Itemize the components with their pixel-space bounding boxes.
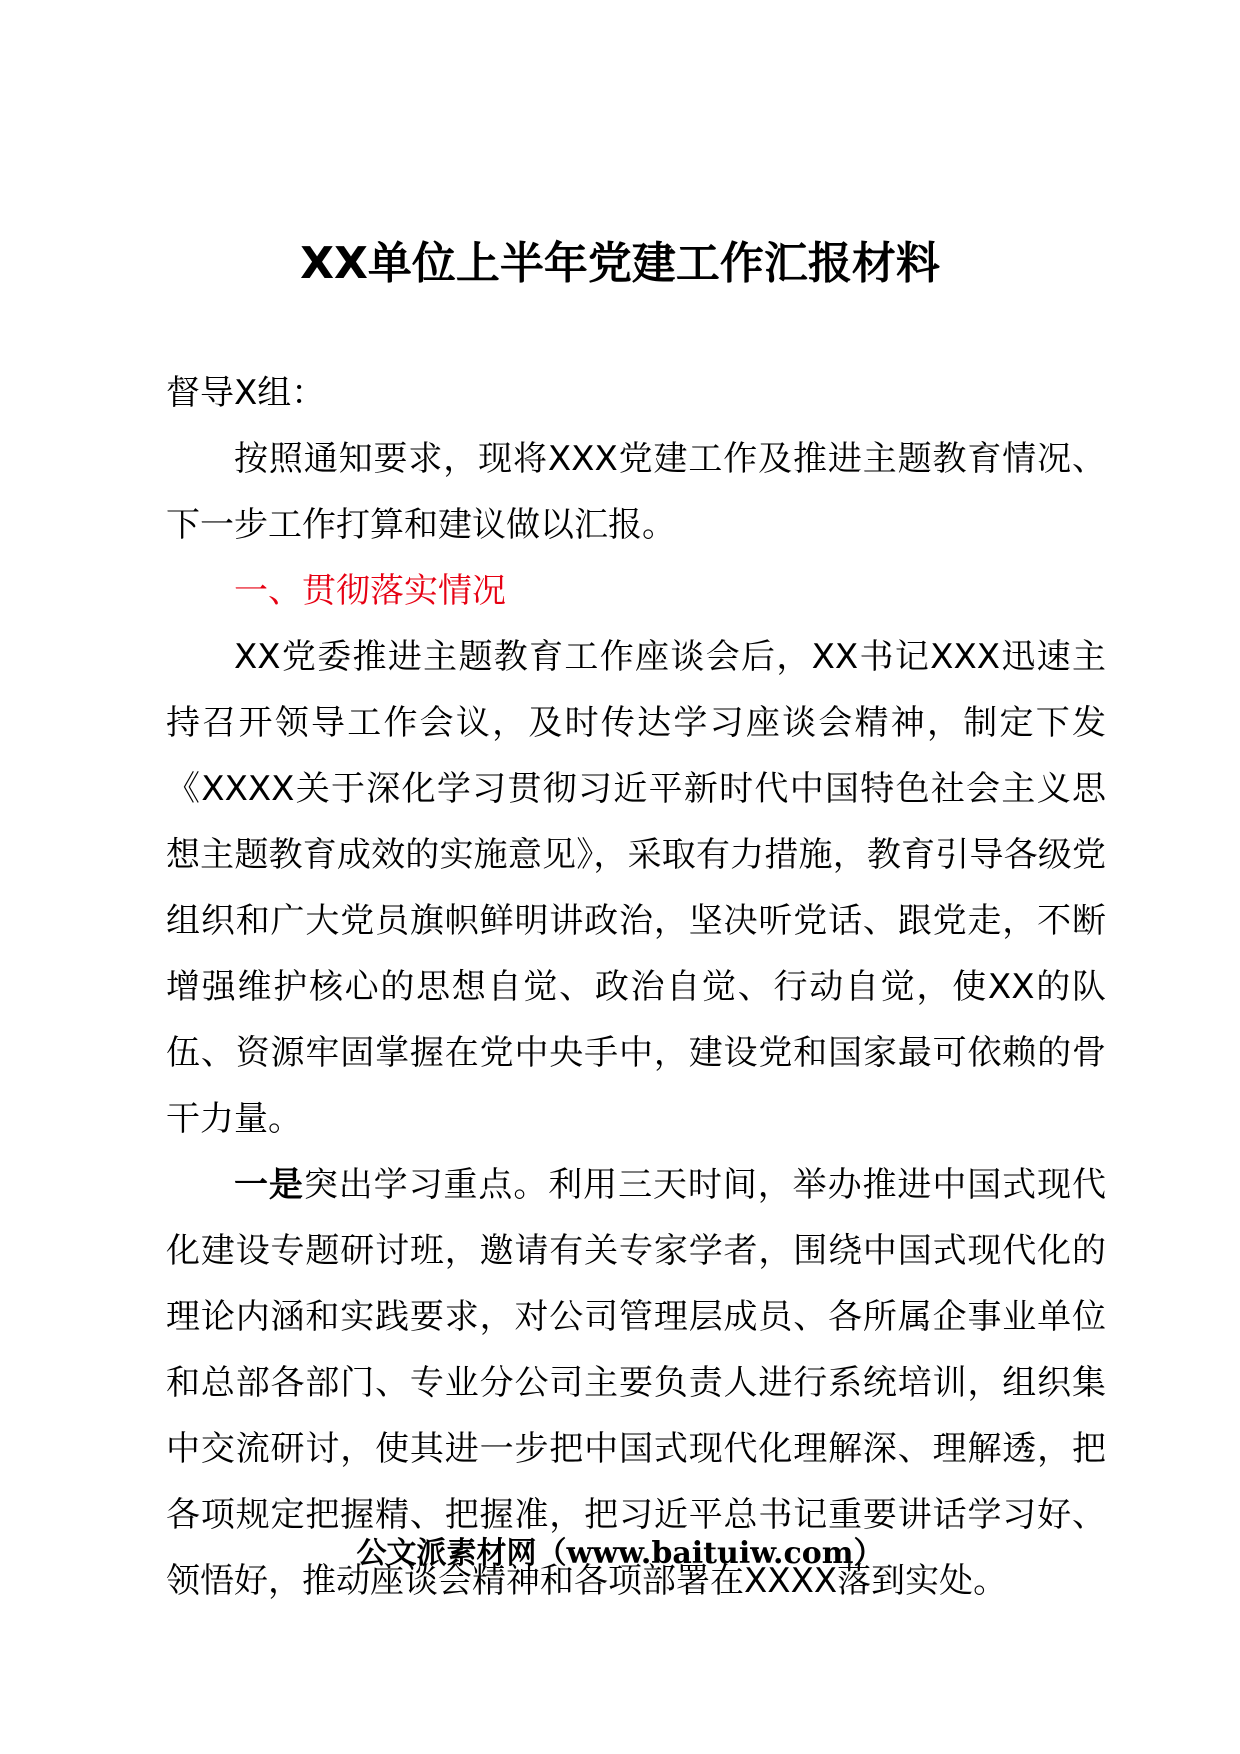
point-1-text: 突出学习重点。利用三天时间，举办推进中国式现代化建设专题研讨班，邀请有关专家学者，围绕中国式现代化的理论内涵和实践要求，对公司管理层成员、各所属企事业单位和总部各部门、专业分公司主要负责人进行系统培训，组织集中交流研讨，使其进一步把中国式现代化理解深、理解透，把各项规定把握精、把握准，把习近平总书记重要讲话学习好、领悟好，推动座谈会精神和各项部署在XXXX落到实处。 <box>166 1165 1107 1601</box>
footer-watermark: 公文派素材网（www.baituiw.com） <box>356 1536 884 1571</box>
salutation: 督导X组： <box>166 373 326 413</box>
document-title: XX单位上半年党建工作汇报材料 <box>300 238 940 289</box>
section-1-paragraph: XX党委推进主题教育工作座谈会后，XX书记XXX迅速主持召开领导工作会议，及时传达学习座谈会精神，制定下发《XXXX关于深化学习贯彻习近平新时代中国特色社会主义思想主题教育成效的实施意见》，采取有力措施，教育引导各级党组织和广大党员旗帜鲜明讲政治，坚决听党话、跟党走，不断增强维护核心的思想自觉、政治自觉、行动自觉，使XX的队伍、资源牢固掌握在党中央手中，建设党和国家最可依赖的骨干力量。 <box>166 637 1106 1139</box>
intro-paragraph: 按照通知要求，现将XXX党建工作及推进主题教育情况、下一步工作打算和建议做以汇报。 <box>166 439 1106 545</box>
section-heading-1: 一、贯彻落实情况 <box>234 571 506 611</box>
document-body <box>166 360 1106 1614</box>
point-1-lead: 一是 <box>234 1165 304 1205</box>
